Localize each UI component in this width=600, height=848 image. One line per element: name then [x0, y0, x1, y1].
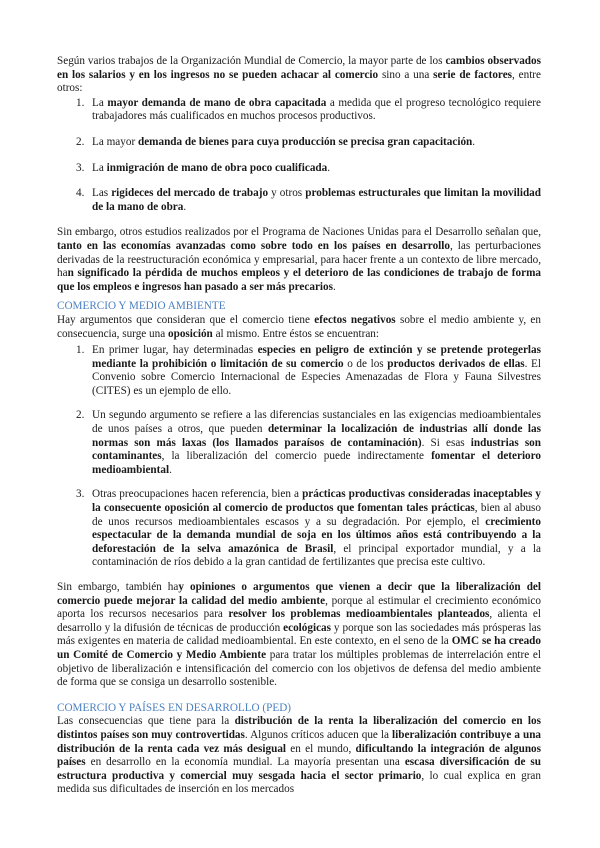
paragraph-undp: Sin embargo, otros estudios realizados por el Programa de Naciones Unidas para el Desarrollo señalan que, tanto en las economías avanzadas como sobre todo en los países en desarrollo, las perturbaciones derivadas de la reestructuración económica y empresarial, para hacer frente a un contexto de libre mercado, han significado la pérdida de muchos empleos y el deterioro de las condiciones de trabajo de forma que los empleos e ingresos han pasado a ser más precarios. [57, 226, 541, 293]
list-item: 1. En primer lugar, hay determinadas especies en peligro de extinción y se pretende protegerlas mediante la prohibición o limitación de su comercio o de los productos derivados de ellas. El Convenio sobre Comercio Internacional de Especies Amenazadas de Flora y Fauna Silvestres (CITES) es un ejemplo de ello. [76, 344, 541, 397]
intro-paragraph: Según varios trabajos de la Organización Mundial de Comercio, la mayor parte de los cambios observados en los salarios y en los ingresos no se pueden achacar al comercio sino a una serie de factores, entre otros: [57, 55, 542, 95]
developing-countries-paragraph: Las consecuencias que tiene para la distribución de la renta la liberalización del comercio en los distintos países son muy controvertidas. Algunos críticos aducen que la liberalización contribuye a una distribución de la renta cada vez más desigual en el mundo, dificultando la integración de algunos países en desarrollo en la economía mundial. La mayoría presentan una escasa diversificación de su estructura productiva y comercial muy sesgada hacia el sector primario, lo cual explica en gran medida sus dificultades de inserción en los mercados [57, 715, 542, 796]
list-item: 2. La mayor demanda de bienes para cuya producción se precisa gran capacitación. [76, 135, 476, 148]
list-item: 3. Otras preocupaciones hacen referencia, bien a prácticas productivas consideradas inaceptables y la consecuente oposición al comercio de productos que fomentan tales prácticas, bien al abuso de unos recursos medioambientales escasos y a su degradación. Por ejemplo, el crecimiento espectacular de la demanda mundial de soja en los últimos años está contribuyendo a la deforestación de la selva amazónica de Brasil, el principal exportador mundial, y a la contaminación de ríos debido a la gran cantidad de fertilizantes que precisa este cultivo. [76, 488, 542, 569]
environment-closing: Sin embargo, también hay opiniones o argumentos que vienen a decir que la liberalización del comercio puede mejorar la calidad del medio ambiente, porque al estimular el crecimiento económico aporta los recursos necesarios para resolver los problemas medioambientales planteados, alienta el desarrollo y la difusión de técnicas de producción ecológicas y porque son las sociedades más prósperas las más exigentes en materia de calidad medioambiental. En este contexto, en el seno de la OMC se ha creado un Comité de Comercio y Medio Ambiente para tratar los múltiples problemas de interrelación entre el objetivo de liberalización e intensificación del comercio con los objetivos de defensa del medio ambiente de forma que se consiga un desarrollo sostenible. [57, 581, 542, 689]
section-heading-environment: COMERCIO Y MEDIO AMBIENTE [57, 300, 226, 313]
list-item: 2. Un segundo argumento se refiere a las diferencias sustanciales en las exigencias medioambientales de unos países a otros, que pueden determinar la localización de industrias allí donde las normas son más laxas (los llamados paraísos de contaminación). Si esas industrias son contaminantes, la liberalización del comercio puede indirectamente fomentar el deterioro medioambiental. [76, 409, 542, 476]
document-page [57, 55, 541, 797]
environment-arguments-list [57, 344, 541, 570]
list-item: 3. La inmigración de mano de obra poco cualificada. [76, 161, 331, 174]
environment-intro: Hay argumentos que consideran que el comercio tiene efectos negativos sobre el medio ambiente y, en consecuencia, surge una oposición al mismo. Entre éstos se encuentran: [57, 313, 541, 340]
section-heading-developing-countries: COMERCIO Y PAÍSES EN DESARROLLO (PED) [57, 701, 292, 714]
factors-list [57, 97, 541, 215]
list-item: 4. Las rigideces del mercado de trabajo y otros problemas estructurales que limitan la movilidad de la mano de obra. [76, 187, 541, 213]
list-item: 1. La mayor demanda de mano de obra capacitada a medida que el progreso tecnológico requiere trabajadores más cualificados en muchos procesos productivos. [76, 96, 541, 123]
